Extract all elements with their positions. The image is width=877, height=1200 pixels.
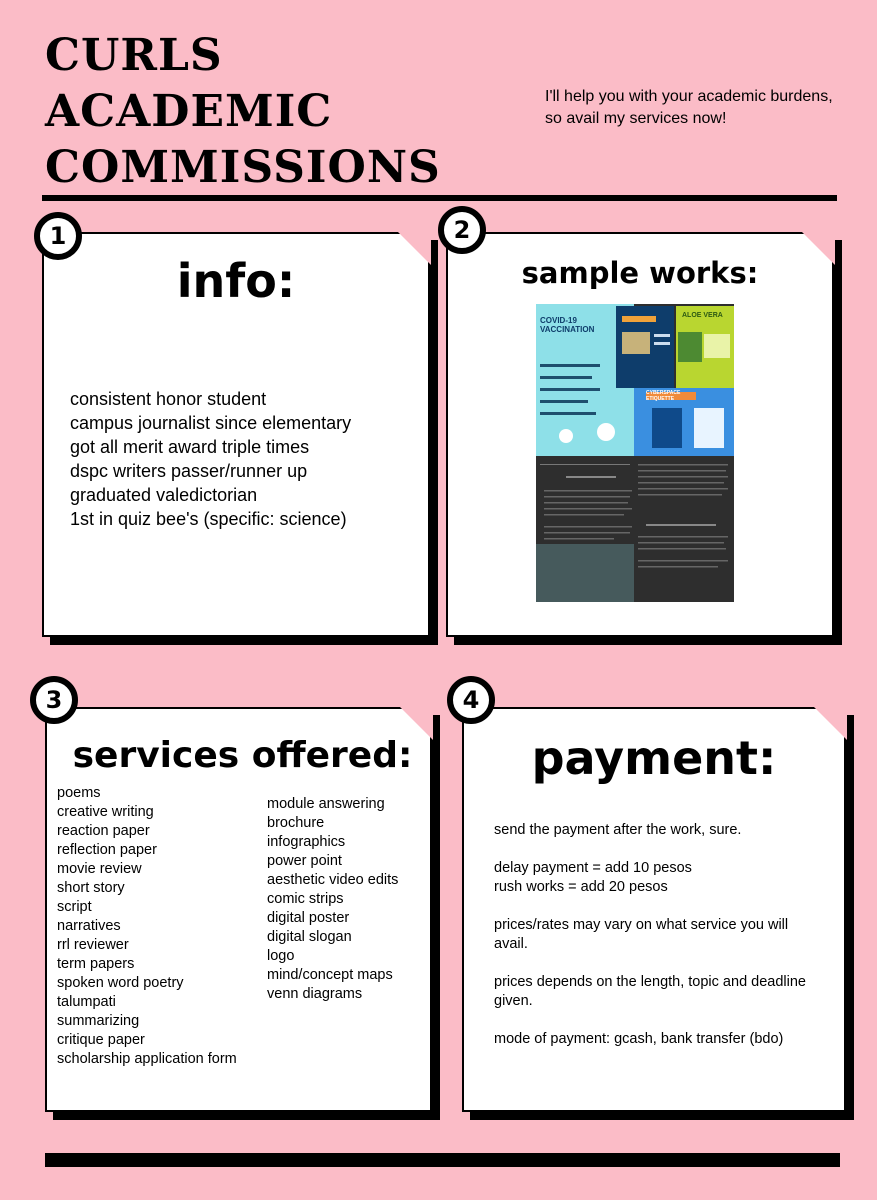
- list-item: poems: [57, 785, 101, 801]
- list-item: [494, 954, 824, 973]
- list-item: infographics: [267, 834, 346, 850]
- title-line: CURLS: [45, 30, 223, 81]
- list-item: aesthetic video edits: [267, 872, 399, 888]
- list-item: power point: [267, 853, 342, 869]
- list-item: mode of payment: gcash, bank transfer (bdo): [494, 1031, 784, 1047]
- list-item: prices depends on the length, topic and deadline given.: [494, 974, 811, 1009]
- payment-title: payment:: [531, 731, 777, 785]
- list-item: digital poster: [267, 910, 350, 926]
- page-title: [45, 28, 441, 196]
- samples-card: [446, 232, 834, 637]
- services-list-right: [267, 795, 398, 1004]
- list-item: [494, 897, 824, 916]
- list-item: digital slogan: [267, 929, 352, 945]
- list-item: [494, 840, 824, 859]
- payment-list: [494, 821, 824, 1049]
- list-item: 1st in quiz bee's (specific: science): [70, 509, 347, 529]
- list-item: scholarship application form: [57, 1051, 237, 1067]
- number-badge: 2: [438, 206, 486, 254]
- list-item: term papers: [57, 956, 135, 972]
- list-item: summarizing: [57, 1013, 140, 1029]
- list-item: graduated valedictorian: [70, 485, 258, 505]
- bottom-divider: [45, 1153, 840, 1167]
- services-title: services offered:: [72, 735, 413, 776]
- info-title: info:: [176, 254, 296, 308]
- list-item: got all merit award triple times: [70, 437, 310, 457]
- services-card: [45, 707, 432, 1112]
- list-item: delay payment = add 10 pesos: [494, 860, 692, 876]
- list-item: reflection paper: [57, 842, 157, 858]
- list-item: script: [57, 899, 92, 915]
- samples-title: sample works:: [521, 256, 759, 290]
- list-item: short story: [57, 880, 125, 896]
- sample-works-image[interactable]: [536, 304, 734, 602]
- tagline: I'll help you with your academic burdens, so avail my services now!: [545, 88, 833, 127]
- services-list-left: [57, 784, 237, 1069]
- number-badge: 1: [34, 212, 82, 260]
- info-list: [70, 387, 351, 531]
- list-item: critique paper: [57, 1032, 145, 1048]
- list-item: rush works = add 20 pesos: [494, 879, 668, 895]
- list-item: comic strips: [267, 891, 344, 907]
- list-item: venn diagrams: [267, 986, 363, 1002]
- number-badge: 4: [447, 676, 495, 724]
- list-item: send the payment after the work, sure.: [494, 822, 742, 838]
- list-item: rrl reviewer: [57, 937, 129, 953]
- list-item: spoken word poetry: [57, 975, 184, 991]
- list-item: movie review: [57, 861, 142, 877]
- info-card: [42, 232, 430, 637]
- list-item: creative writing: [57, 804, 154, 820]
- sample-collage-graphic: [536, 304, 734, 602]
- list-item: module answering: [267, 796, 385, 812]
- payment-card: [462, 707, 846, 1112]
- list-item: mind/concept maps: [267, 967, 393, 983]
- list-item: narratives: [57, 918, 121, 934]
- list-item: prices/rates may vary on what service you will avail.: [494, 917, 793, 952]
- list-item: logo: [267, 948, 295, 964]
- list-item: [494, 1011, 824, 1030]
- title-line: COMMISSIONS: [45, 142, 441, 193]
- top-divider: [42, 195, 837, 201]
- list-item: reaction paper: [57, 823, 150, 839]
- sample-etiquette-title: CYBERSPACE ETIQUETTE: [646, 390, 681, 402]
- sample-covid-title: COVID-19 VACCINATION: [540, 316, 595, 334]
- number-badge: 3: [30, 676, 78, 724]
- list-item: talumpati: [57, 994, 116, 1010]
- title-line: ACADEMIC: [45, 86, 333, 137]
- list-item: consistent honor student: [70, 389, 267, 409]
- list-item: dspc writers passer/runner up: [70, 461, 308, 481]
- list-item: brochure: [267, 815, 325, 831]
- sample-aloe-title: ALOE VERA: [682, 312, 723, 319]
- list-item: campus journalist since elementary: [70, 413, 352, 433]
